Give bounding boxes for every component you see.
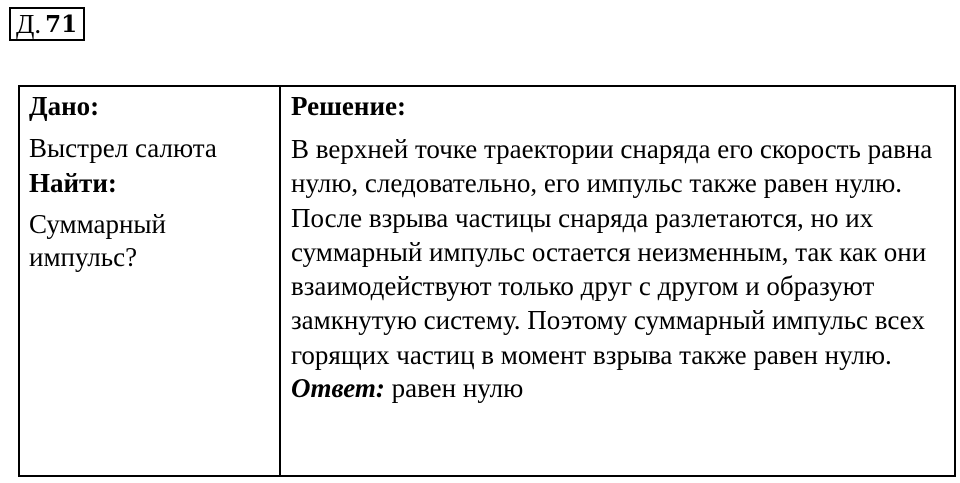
find-heading: Найти: bbox=[29, 168, 117, 198]
task-table bbox=[18, 85, 956, 477]
answer-row bbox=[291, 372, 951, 404]
solution-text: В верхней точке траектории снаряда его скорость равна нулю, следовательно, его импульс также равен нулю. После взрыва частицы снаряда разлетаются, но их суммарный импульс остается неизменным, так как они взаимодействуют только друг с другом и образуют замкнутую систему. Поэтому суммарный импульс всех горящих частиц в момент взрыва также равен нулю. bbox=[291, 134, 933, 370]
problem-number: 71 bbox=[45, 10, 78, 38]
solution-heading: Решение: bbox=[291, 91, 406, 121]
given-value: Выстрел салюта bbox=[29, 133, 217, 163]
given-column bbox=[20, 87, 281, 475]
find-value: Суммарный импульс? bbox=[29, 209, 166, 272]
problem-prefix: Д. bbox=[16, 8, 42, 39]
answer-value: равен нулю bbox=[391, 373, 524, 404]
solution-column bbox=[281, 87, 957, 475]
given-heading: Дано: bbox=[29, 91, 100, 121]
problem-number-badge bbox=[9, 7, 85, 41]
answer-label: Ответ: bbox=[291, 373, 385, 404]
